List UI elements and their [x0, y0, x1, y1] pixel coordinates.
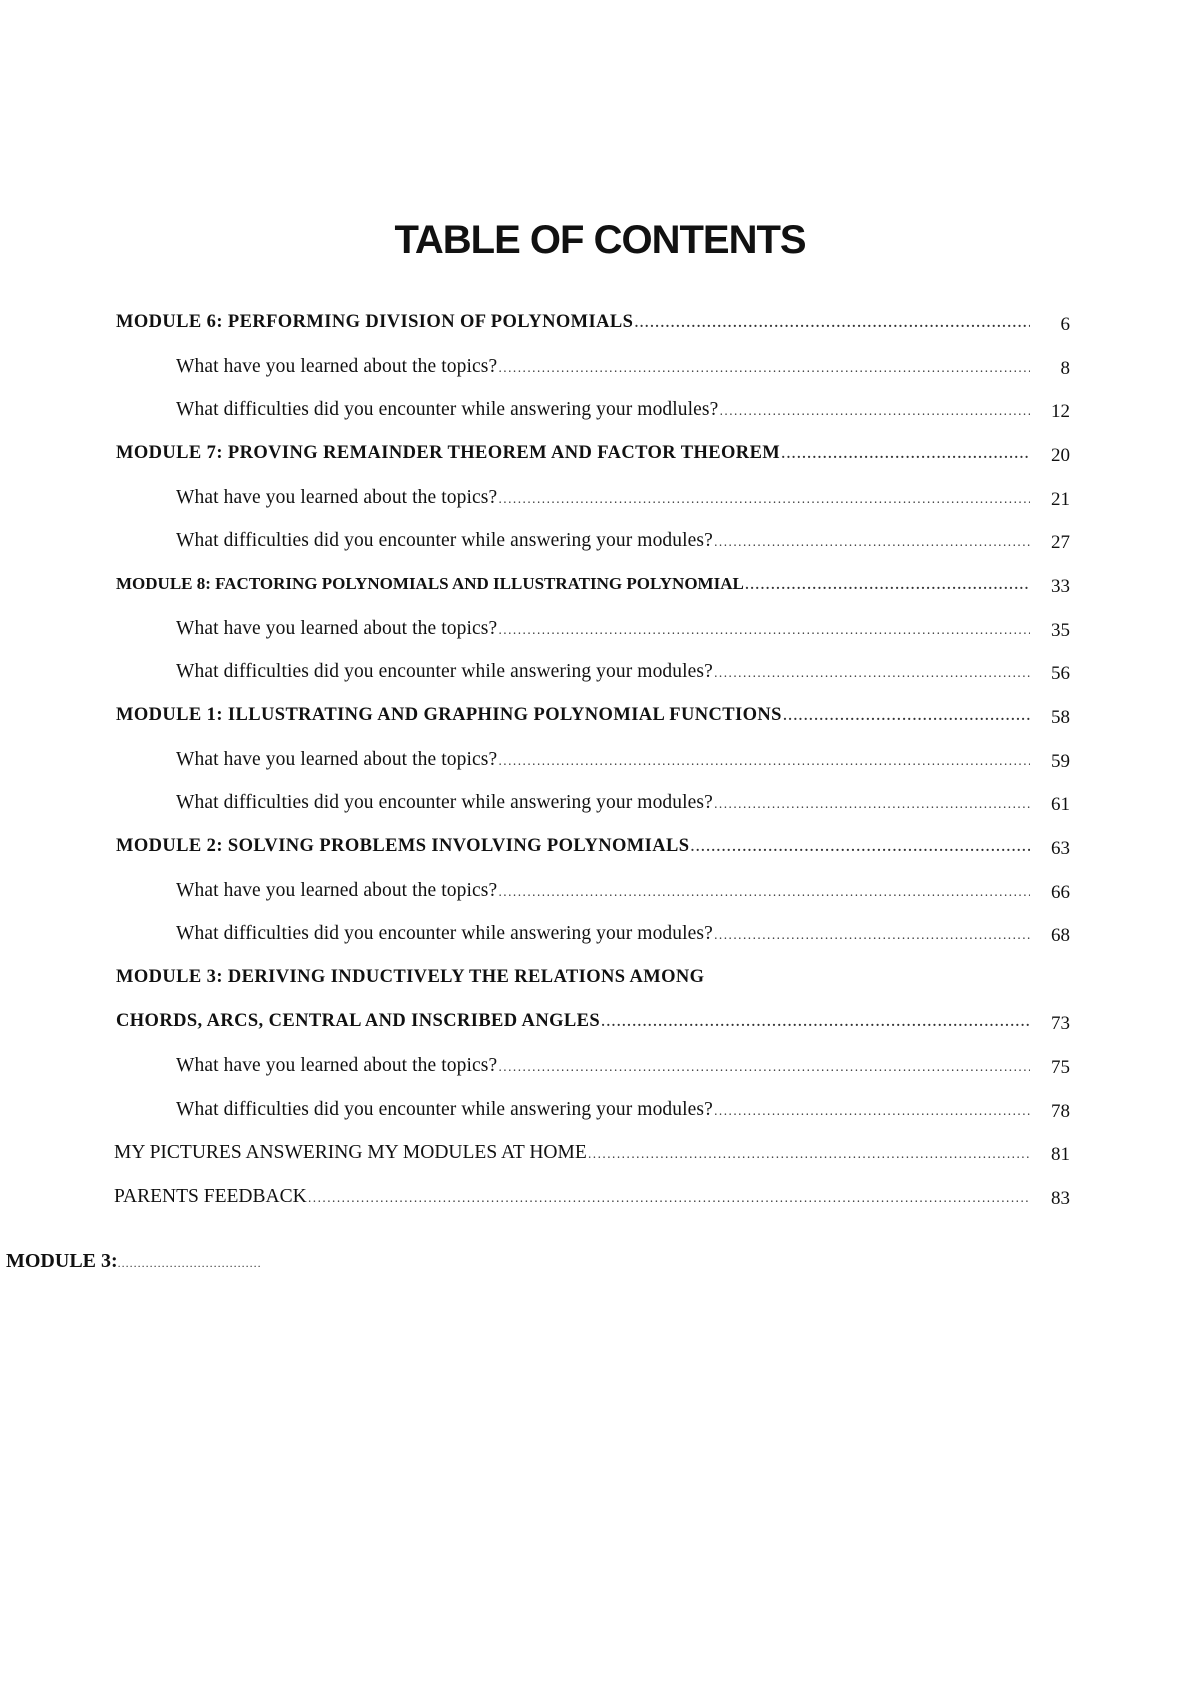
- toc-entry-learned[interactable]: [176, 880, 1030, 910]
- toc-entry-module-1[interactable]: [116, 705, 1030, 735]
- toc-page-number: 75: [1051, 1057, 1070, 1078]
- toc-entry-label: What difficulties did you encounter while answering your modules?: [176, 530, 713, 551]
- toc-entry-label: PARENTS FEEDBACK: [114, 1186, 307, 1207]
- page-title: TABLE OF CONTENTS: [394, 218, 806, 262]
- toc-entry-learned[interactable]: [176, 356, 1030, 386]
- dot-leader: [714, 1104, 1030, 1118]
- toc-entry-label: MODULE 8: FACTORING POLYNOMIALS AND ILLUSTRATING POLYNOMIAL: [116, 574, 744, 593]
- toc-page-number: 66: [1051, 882, 1070, 903]
- toc-page-number: 20: [1051, 445, 1070, 466]
- dot-leader: [783, 709, 1030, 723]
- dot-leader: [588, 1147, 1030, 1161]
- toc-entry-learned[interactable]: [176, 487, 1030, 517]
- toc-entry-label: What have you learned about the topics?: [176, 1055, 498, 1076]
- dot-leader: [690, 840, 1030, 854]
- dot-leader: [498, 361, 1030, 375]
- trailing-dot-leader: ....................................: [117, 1256, 262, 1270]
- toc-entry-learned[interactable]: [176, 618, 1030, 648]
- toc-entry-module-6[interactable]: [116, 312, 1030, 342]
- toc-entry-learned[interactable]: [176, 749, 1030, 779]
- toc-entry-label: What difficulties did you encounter while answering your modules?: [176, 1099, 713, 1120]
- toc-page-number: 81: [1051, 1144, 1070, 1165]
- toc-entry-module-3-line-1[interactable]: [116, 967, 1030, 997]
- toc-page-number: 6: [1060, 314, 1070, 335]
- toc-entry-label: MODULE 3: DERIVING INDUCTIVELY THE RELATIONS AMONG: [116, 967, 705, 987]
- toc-entry-difficulties[interactable]: [176, 792, 1030, 822]
- toc-entry-difficulties[interactable]: [176, 1099, 1030, 1129]
- toc-entry-module-7[interactable]: [116, 443, 1030, 473]
- toc-page-number: 8: [1060, 358, 1070, 379]
- toc-page-number: 12: [1051, 401, 1070, 422]
- dot-leader: [745, 578, 1030, 592]
- toc-entry-label: What have you learned about the topics?: [176, 880, 498, 901]
- toc-entry-label: MODULE 7: PROVING REMAINDER THEOREM AND FACTOR THEOREM: [116, 443, 781, 463]
- dot-leader: [719, 404, 1030, 418]
- trailing-module-heading: [6, 1250, 262, 1273]
- toc-entry-label: MODULE 1: ILLUSTRATING AND GRAPHING POLYNOMIAL FUNCTIONS: [116, 705, 782, 725]
- toc-entry-pictures[interactable]: [114, 1142, 1030, 1172]
- dot-leader: [781, 447, 1030, 461]
- dot-leader: [498, 1060, 1030, 1074]
- toc-page-number: 33: [1051, 576, 1070, 597]
- toc-entry-learned[interactable]: [176, 1055, 1030, 1085]
- dot-leader: [714, 535, 1030, 549]
- toc-entry-module-8[interactable]: [116, 574, 1030, 604]
- toc-entry-label: MODULE 2: SOLVING PROBLEMS INVOLVING POLYNOMIALS: [116, 836, 690, 856]
- toc-page-number: 35: [1051, 620, 1070, 641]
- toc-page-number: 68: [1051, 925, 1070, 946]
- toc-entry-label: What have you learned about the topics?: [176, 356, 498, 377]
- toc-page-number: 73: [1051, 1013, 1070, 1034]
- toc-entry-module-3-line-2[interactable]: [116, 1011, 1030, 1041]
- toc-page-number: 58: [1051, 707, 1070, 728]
- dot-leader: [601, 1015, 1030, 1029]
- toc-entry-label: What difficulties did you encounter while answering your modules?: [176, 923, 713, 944]
- toc-page-number: 83: [1051, 1188, 1070, 1209]
- toc-page-number: 21: [1051, 489, 1070, 510]
- dot-leader: [308, 1191, 1030, 1205]
- dot-leader: [714, 928, 1030, 942]
- toc-page-number: 78: [1051, 1101, 1070, 1122]
- dot-leader: [498, 754, 1030, 768]
- toc-entry-difficulties[interactable]: [176, 661, 1030, 691]
- toc-entry-parents-feedback[interactable]: [114, 1186, 1030, 1216]
- toc-entry-label: What have you learned about the topics?: [176, 618, 498, 639]
- toc-entry-label: CHORDS, ARCS, CENTRAL AND INSCRIBED ANGLES: [116, 1011, 601, 1031]
- dot-leader: [498, 492, 1030, 506]
- toc-entry-label: What difficulties did you encounter while answering your modlules?: [176, 399, 719, 420]
- dot-leader: [498, 623, 1030, 637]
- dot-leader: [714, 666, 1030, 680]
- dot-leader: [498, 885, 1030, 899]
- toc-entry-label: What have you learned about the topics?: [176, 487, 498, 508]
- toc-entry-label: MY PICTURES ANSWERING MY MODULES AT HOME: [114, 1142, 587, 1163]
- trailing-module-label: MODULE 3:: [6, 1250, 118, 1272]
- dot-leader: [714, 797, 1030, 811]
- toc-entry-difficulties[interactable]: [176, 399, 1030, 429]
- toc-entry-module-2[interactable]: [116, 836, 1030, 866]
- dot-leader: [634, 316, 1030, 330]
- toc-entry-difficulties[interactable]: [176, 530, 1030, 560]
- toc-page-number: 63: [1051, 838, 1070, 859]
- toc-page-number: 56: [1051, 663, 1070, 684]
- toc-page-number: 59: [1051, 751, 1070, 772]
- toc-entry-difficulties[interactable]: [176, 923, 1030, 953]
- toc-entry-label: What difficulties did you encounter while answering your modules?: [176, 661, 713, 682]
- toc-entry-label: What difficulties did you encounter while answering your modules?: [176, 792, 713, 813]
- toc-page-number: 61: [1051, 794, 1070, 815]
- toc-page-number: 27: [1051, 532, 1070, 553]
- toc-entry-label: What have you learned about the topics?: [176, 749, 498, 770]
- toc-entry-label: MODULE 6: PERFORMING DIVISION OF POLYNOMIALS: [116, 312, 634, 332]
